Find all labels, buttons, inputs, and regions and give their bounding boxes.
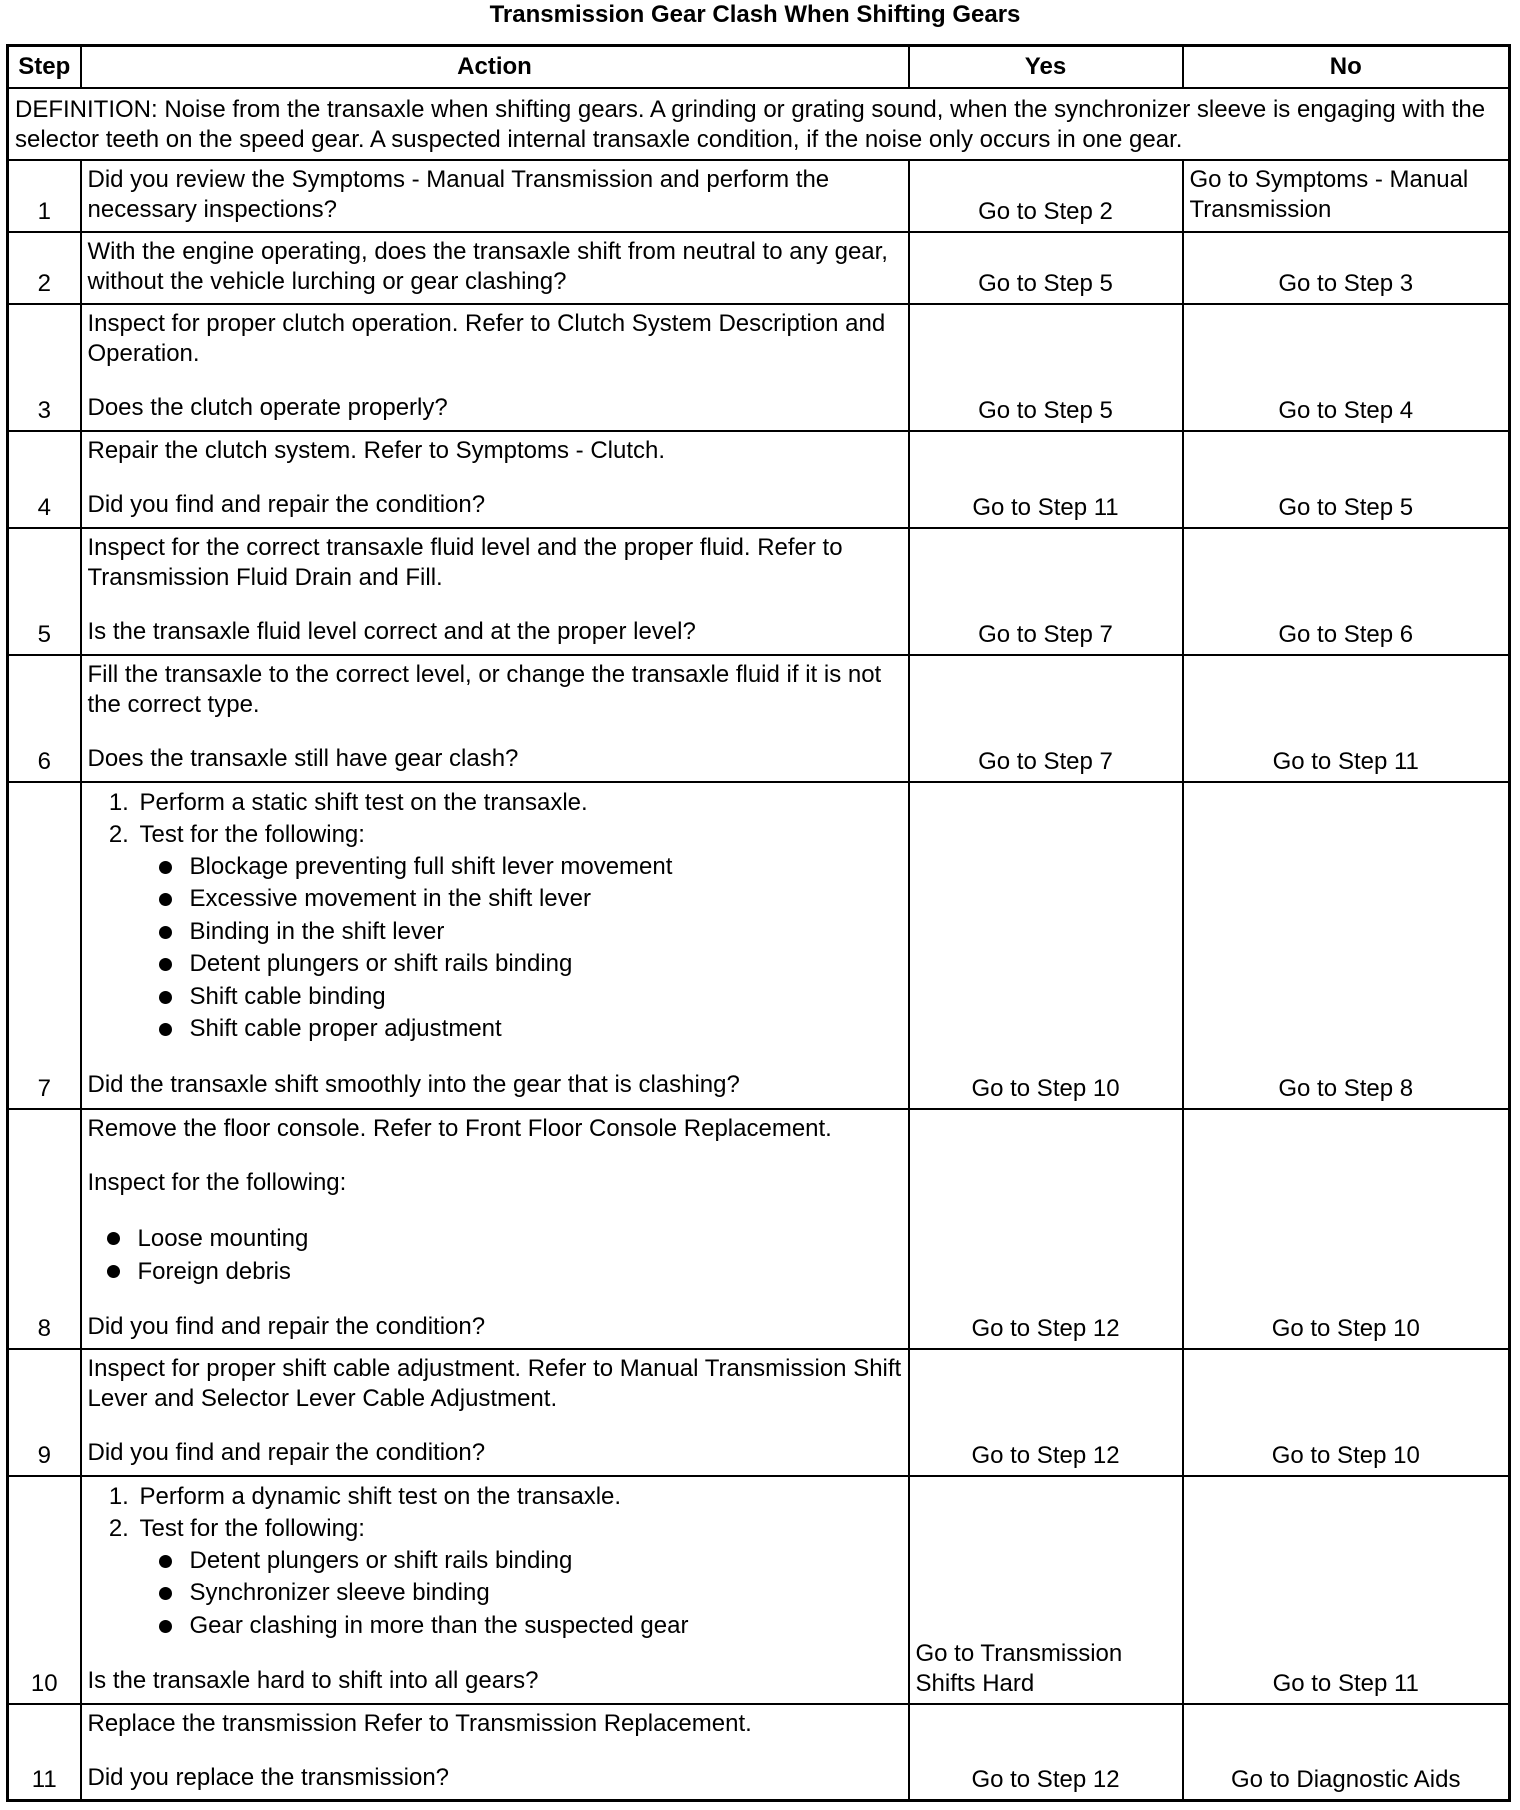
table-row [8,1349,1510,1476]
no-cell: Go to Step 10 [1183,1109,1510,1349]
no-cell: Go to Step 11 [1183,1476,1510,1704]
action-cell [81,528,909,655]
yes-cell: Go to Step 11 [909,431,1183,528]
list-item: 1. Perform a dynamic shift test on the transaxle. [136,1481,902,1513]
no-cell: Go to Step 5 [1183,431,1510,528]
no-cell: Go to Symptoms - Manual Transmission [1183,160,1510,232]
page-title: Transmission Gear Clash When Shifting Gears [489,1,1021,28]
table-row [8,1476,1510,1704]
question-text: Did you replace the transmission? [87,1763,450,1791]
bullet-item: Gear clashing in more than the suspected gear [190,1610,902,1643]
step-number: 6 [8,655,81,782]
no-cell: Go to Step 8 [1183,782,1510,1109]
no-cell: Go to Step 11 [1183,655,1510,782]
yes-cell: Go to Step 12 [909,1704,1183,1801]
question-text: Does the transaxle still have gear clash? [87,744,519,772]
bullet-item: Excessive movement in the shift lever [190,883,902,916]
action-cell [81,1109,909,1349]
header-action: Action [81,46,909,88]
action-cell [81,1704,909,1801]
yes-cell: Go to Transmission Shifts Hard [909,1476,1183,1704]
list-item [136,1513,902,1643]
question-text: Did you find and repair the condition? [87,490,486,518]
numbered-list [88,1481,902,1643]
bullet-list [140,1545,902,1643]
action-text: With the engine operating, does the transaxle shift from neutral to any gear, without the vehicle lurching or gear clashing? [87,237,888,295]
bullet-item: Blockage preventing full shift lever movement [190,851,902,884]
question-text: Did you find and repair the condition? [87,1312,486,1340]
step-number: 8 [8,1109,81,1349]
table-row [8,1109,1510,1349]
step-number: 3 [8,304,81,431]
definition-row [8,88,1510,160]
bullet-item: Loose mounting [138,1222,902,1255]
no-cell: Go to Step 4 [1183,304,1510,431]
action-text: Inspect for proper clutch operation. Refer to Clutch System Description and Operation. [87,309,886,367]
list-item-text: Test for the following: [139,1514,365,1542]
list-item [136,819,902,1046]
yes-cell: Go to Step 12 [909,1109,1183,1349]
step-number: 9 [8,1349,81,1476]
yes-cell: Go to Step 12 [909,1349,1183,1476]
table-row [8,655,1510,782]
no-cell: Go to Step 10 [1183,1349,1510,1476]
yes-cell: Go to Step 7 [909,528,1183,655]
table-row [8,160,1510,232]
list-item-text: Test for the following: [139,820,365,848]
step-number: 4 [8,431,81,528]
bullet-list [140,851,902,1046]
bullet-list [88,1222,902,1288]
step-number: 1 [8,160,81,232]
question-text: Is the transaxle fluid level correct and at the proper level? [87,617,696,645]
action-text: Did you review the Symptoms - Manual Transmission and perform the necessary inspections? [87,165,830,223]
bullet-item: Binding in the shift lever [190,916,902,949]
header-no: No [1183,46,1510,88]
no-cell: Go to Step 3 [1183,232,1510,304]
bullet-item: Shift cable proper adjustment [190,1013,902,1046]
header-row [8,46,1510,88]
header-yes: Yes [909,46,1183,88]
numbered-list [88,787,902,1046]
yes-cell: Go to Step 10 [909,782,1183,1109]
action-text: Remove the floor console. Refer to Front Floor Console Replacement. [87,1114,832,1142]
action-text: Replace the transmission Refer to Transmission Replacement. [87,1709,752,1737]
step-number: 10 [8,1476,81,1704]
step-number: 2 [8,232,81,304]
table-row [8,528,1510,655]
action-cell [81,782,909,1109]
no-cell: Go to Diagnostic Aids [1183,1704,1510,1801]
question-text: Did the transaxle shift smoothly into the gear that is clashing? [87,1070,740,1098]
question-text: Did you find and repair the condition? [87,1438,486,1466]
action-cell [81,304,909,431]
action-text: Fill the transaxle to the correct level, or change the transaxle fluid if it is not the correct type. [87,660,882,718]
action-cell [81,1349,909,1476]
question-text: Does the clutch operate properly? [87,393,448,421]
action-text: Repair the clutch system. Refer to Symptoms - Clutch. [87,436,666,464]
question-text: Is the transaxle hard to shift into all gears? [87,1667,539,1694]
bullet-item: Synchronizer sleeve binding [190,1577,902,1610]
bullet-item: Shift cable binding [190,981,902,1014]
definition-text: DEFINITION: Noise from the transaxle when shifting gears. A grinding or grating sound, when the synchronizer sleeve is engaging with the selector teeth on the speed gear. A suspected internal transaxle condition, if the noise only occurs in one gear. [8,88,1510,160]
bullet-item: Foreign debris [138,1255,902,1288]
yes-cell: Go to Step 5 [909,304,1183,431]
table-row [8,304,1510,431]
bullet-item: Detent plungers or shift rails binding [190,1545,902,1578]
table-row [8,782,1510,1109]
step-number: 5 [8,528,81,655]
action-text: Inspect for the following: [87,1168,347,1196]
table-row [8,232,1510,304]
yes-cell: Go to Step 7 [909,655,1183,782]
no-cell: Go to Step 6 [1183,528,1510,655]
yes-cell: Go to Step 2 [909,160,1183,232]
bullet-item: Detent plungers or shift rails binding [190,948,902,981]
list-item: 1. Perform a static shift test on the transaxle. [136,787,902,819]
step-number: 7 [8,782,81,1109]
yes-cell: Go to Step 5 [909,232,1183,304]
action-text: Inspect for proper shift cable adjustment. Refer to Manual Transmission Shift Lever and Selector Lever Cable Adjustment. [87,1354,902,1412]
action-cell [81,655,909,782]
action-cell [81,1476,909,1704]
action-cell [81,160,909,232]
diagnostic-table [6,44,1511,1802]
step-number: 11 [8,1704,81,1801]
table-row [8,1704,1510,1801]
table-row [8,431,1510,528]
action-cell [81,431,909,528]
header-step: Step [8,46,81,88]
action-cell [81,232,909,304]
action-text: Inspect for the correct transaxle fluid level and the proper fluid. Refer to Transmission Fluid Drain and Fill. [87,533,843,591]
